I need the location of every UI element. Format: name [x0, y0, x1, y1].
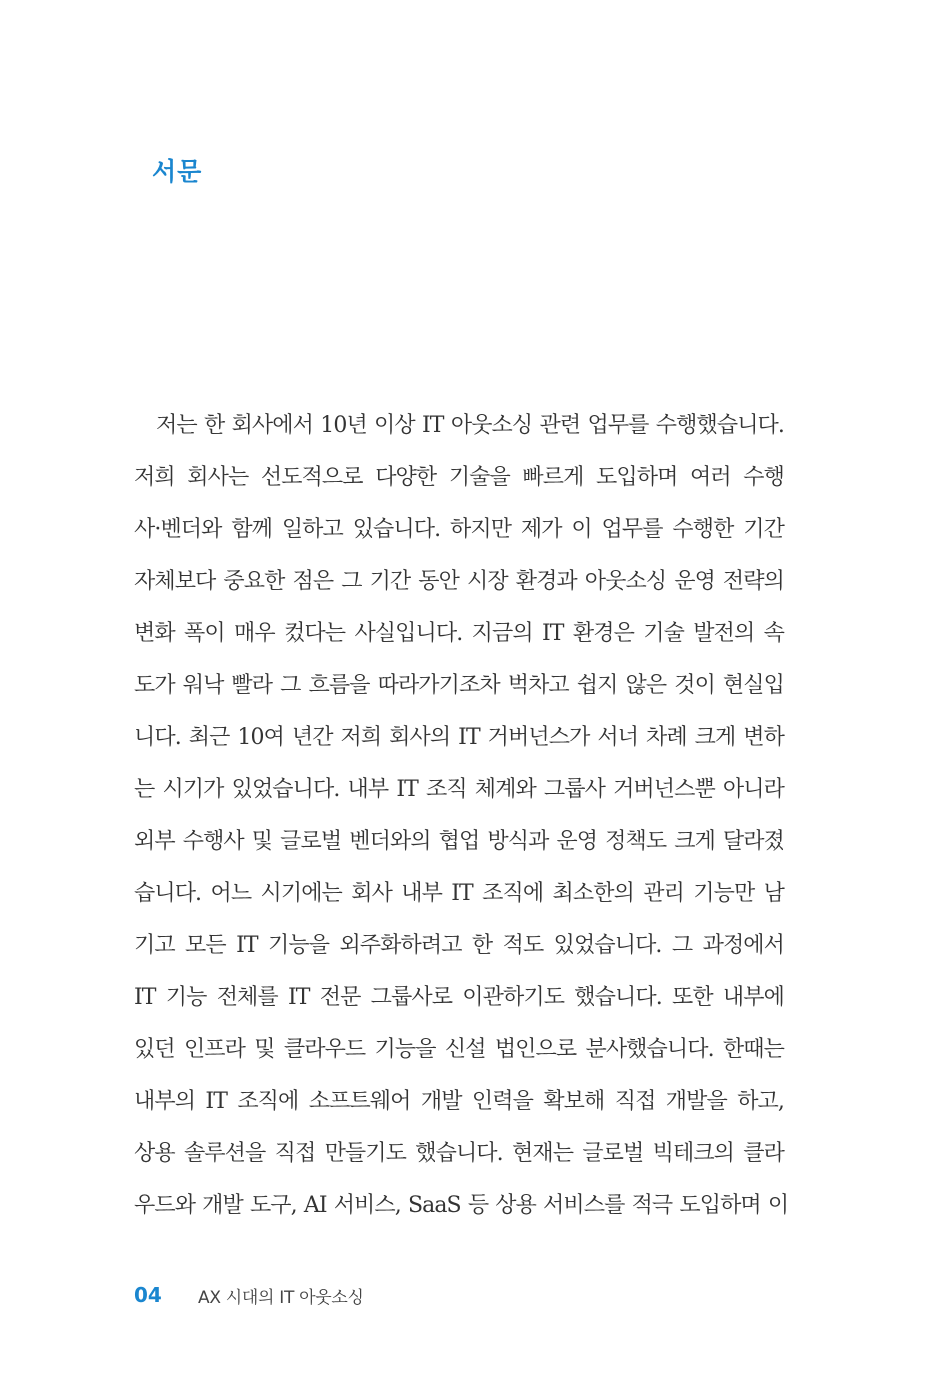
running-title: AX 시대의 IT 아웃소싱 [198, 1287, 364, 1308]
text-line: 기고 모든 IT 기능을 외주화하려고 한 적도 있었습니다. 그 과정에서 [134, 933, 784, 958]
page-number: 04 [134, 1283, 162, 1307]
section-title: 서문 [152, 157, 203, 186]
text-line: IT 기능 전체를 IT 전문 그룹사로 이관하기도 했습니다. 또한 내부에 [134, 985, 784, 1010]
text-line: 도가 워낙 빨라 그 흐름을 따라가기조차 벅차고 쉽지 않은 것이 현실입 [134, 673, 784, 698]
text-line: 저희 회사는 선도적으로 다양한 기술을 빠르게 도입하며 여러 수행 [134, 465, 784, 490]
text-line: 저는 한 회사에서 10년 이상 IT 아웃소싱 관련 업무를 수행했습니다. [156, 413, 784, 438]
text-line: 습니다. 어느 시기에는 회사 내부 IT 조직에 최소한의 관리 기능만 남 [134, 881, 784, 906]
text-line: 외부 수행사 및 글로벌 벤더와의 협업 방식과 운영 정책도 크게 달라졌 [134, 829, 784, 854]
text-line: 사·벤더와 함께 일하고 있습니다. 하지만 제가 이 업무를 수행한 기간 [134, 517, 784, 542]
page-footer [134, 1280, 364, 1310]
text-line: 우드와 개발 도구, AI 서비스, SaaS 등 상용 서비스를 적극 도입하며 이 [134, 1193, 789, 1218]
text-line: 자체보다 중요한 점은 그 기간 동안 시장 환경과 아웃소싱 운영 전략의 [134, 569, 784, 594]
text-line: 는 시기가 있었습니다. 내부 IT 조직 체계와 그룹사 거버넌스뿐 아니라 [134, 777, 784, 802]
text-line: 있던 인프라 및 클라우드 기능을 신설 법인으로 분사했습니다. 한때는 [134, 1037, 784, 1062]
text-line: 상용 솔루션을 직접 만들기도 했습니다. 현재는 글로벌 빅테크의 클라 [134, 1141, 784, 1166]
text-line: 변화 폭이 매우 컸다는 사실입니다. 지금의 IT 환경은 기술 발전의 속 [134, 621, 784, 646]
text-line: 니다. 최근 10여 년간 저희 회사의 IT 거버넌스가 서너 차례 크게 변하 [134, 725, 784, 750]
body-paragraph [134, 400, 789, 1232]
text-line: 내부의 IT 조직에 소프트웨어 개발 인력을 확보해 직접 개발을 하고, [134, 1089, 784, 1114]
